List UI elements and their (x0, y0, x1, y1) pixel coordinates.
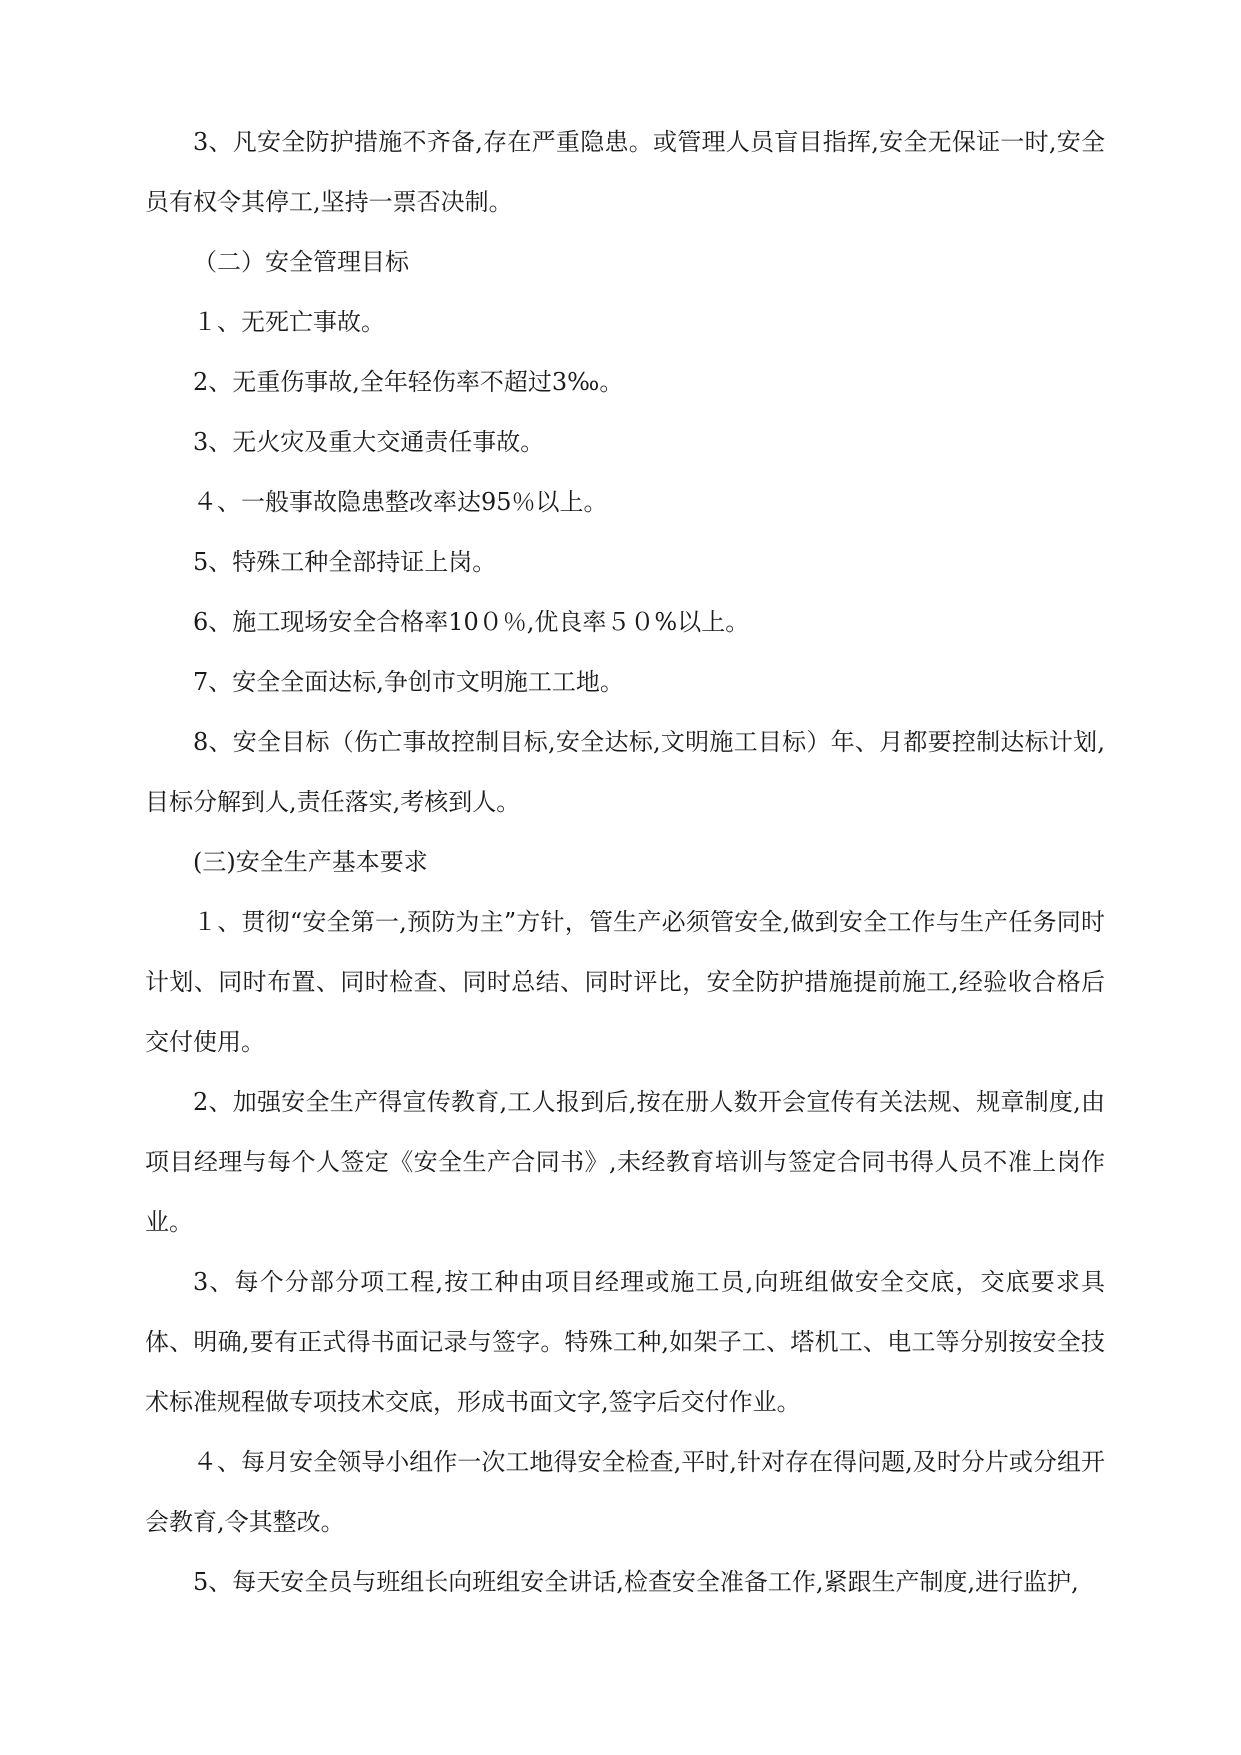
section-heading-safety-goals: （二）安全管理目标 (193, 248, 409, 276)
requirement-item-4: ４、每月安全领导小组作一次工地得安全检查,平时,针对存在得问题,及时分片或分组开会教育,令其整改。 (145, 1448, 1105, 1536)
goal-item-5: 5、特殊工种全部持证上岗。 (193, 548, 497, 576)
requirement-item-5: 5、每天安全员与班组长向班组安全讲话,检查安全准备工作,紧跟生产制度,进行监护, (193, 1568, 1079, 1596)
goal-item-1: １、无死亡事故。 (193, 308, 385, 336)
goal-item-7: 7、安全全面达标,争创市文明施工工地。 (193, 668, 624, 696)
requirement-item-3: 3、每个分部分项工程,按工种由项目经理或施工员,向班组做安全交底，交底要求具体、明确,要有正式得书面记录与签字。特殊工种,如架子工、塔机工、电工等分别按安全技术标准规程做专项技术交底，形成书面文字,签字后交付作业。 (145, 1268, 1105, 1416)
requirement-item-1: １、贯彻“安全第一,预防为主”方针，管生产必须管安全,做到安全工作与生产任务同时计划、同时布置、同时检查、同时总结、同时评比，安全防护措施提前施工,经验收合格后交付使用。 (145, 908, 1105, 1056)
paragraph-stop-work-authority: 3、凡安全防护措施不齐备,存在严重隐患。或管理人员盲目指挥,安全无保证一时,安全员有权令其停工,坚持一票否决制。 (145, 128, 1105, 216)
goal-item-6: 6、施工现场安全合格率10０％,优良率５０%以上。 (193, 608, 750, 636)
goal-item-4: ４、一般事故隐患整改率达95％以上。 (193, 488, 608, 516)
goal-item-8: 8、安全目标（伤亡事故控制目标,安全达标,文明施工目标）年、月都要控制达标计划,目标分解到人,责任落实,考核到人。 (145, 728, 1105, 816)
requirement-item-2: 2、加强安全生产得宣传教育,工人报到后,按在册人数开会宣传有关法规、规章制度,由项目经理与每个人签定《安全生产合同书》,未经教育培训与签定合同书得人员不准上岗作业。 (145, 1088, 1105, 1236)
goal-item-3: 3、无火灾及重大交通责任事故。 (193, 428, 545, 456)
goal-item-2: 2、无重伤事故,全年轻伤率不超过3‰。 (193, 368, 624, 396)
section-heading-basic-requirements: (三)安全生产基本要求 (193, 848, 428, 876)
document-body (145, 112, 1105, 1612)
